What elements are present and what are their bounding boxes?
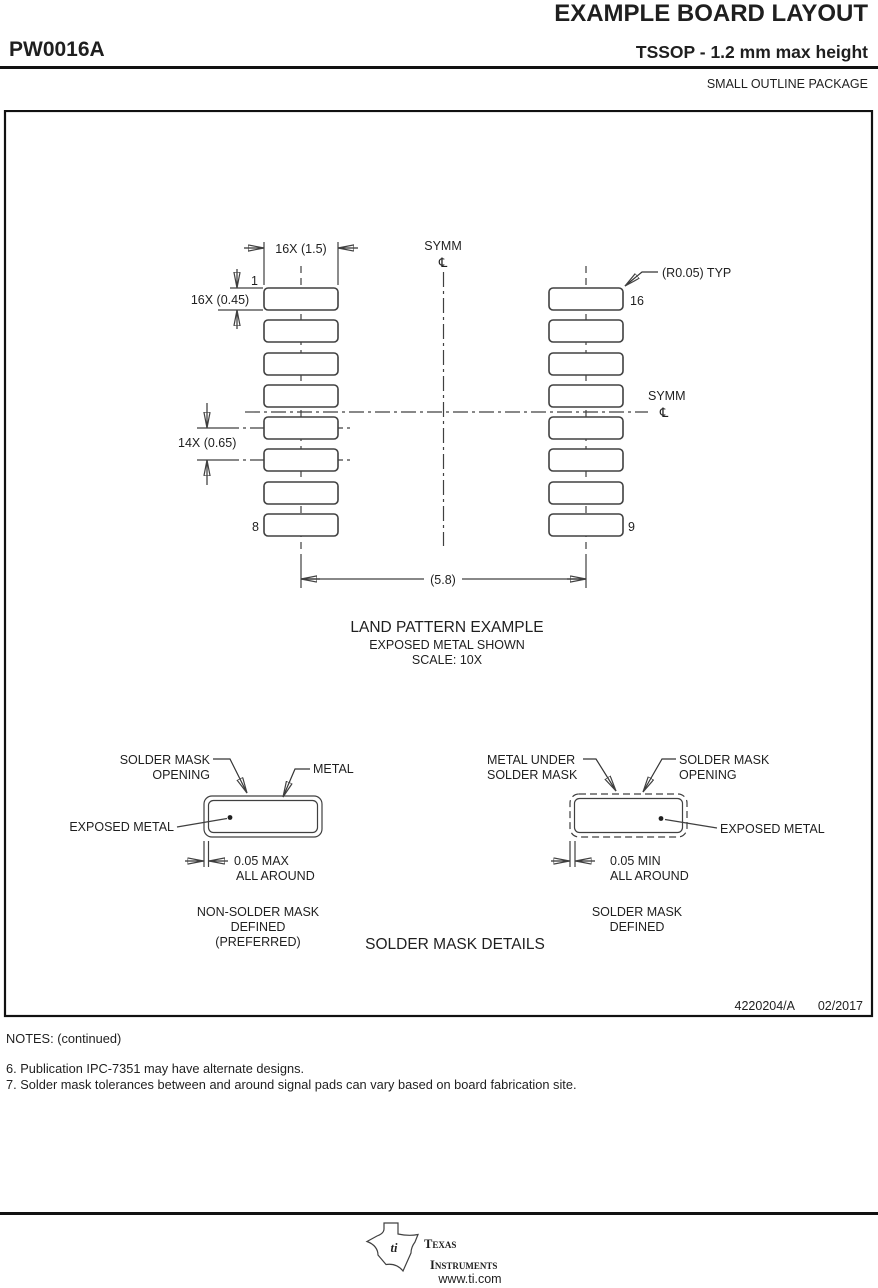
span-dimension — [301, 554, 586, 588]
exposed-metal-label: EXPOSED METAL — [69, 820, 174, 834]
package-family: SMALL OUTLINE PACKAGE — [706, 77, 868, 91]
note-item: 6. Publication IPC-7351 may have alternate designs. — [6, 1061, 305, 1076]
metal-under-mask-outline — [570, 794, 687, 837]
header-rule — [0, 66, 878, 69]
clearance-scope: ALL AROUND — [236, 869, 315, 883]
clearance-value: 0.05 MIN — [610, 854, 661, 868]
ti-website-link[interactable]: www.ti.com — [438, 1272, 502, 1286]
mask-opening-label: OPENING — [679, 768, 737, 782]
notes-section — [6, 1031, 577, 1093]
centerline-symbol: ℄ — [659, 406, 669, 421]
page-title: EXAMPLE BOARD LAYOUT — [554, 0, 868, 27]
ti-logo — [358, 1222, 598, 1274]
pad — [264, 320, 338, 342]
exposed-metal-label: EXPOSED METAL — [720, 822, 825, 836]
solder-mask-opening-outline — [204, 796, 322, 837]
mask-opening-outline — [575, 799, 683, 833]
nsmd-caption: NON-SOLDER MASK — [196, 905, 320, 919]
solder-mask-details-title: SOLDER MASK DETAILS — [365, 936, 545, 953]
pad — [264, 449, 338, 471]
pin-1-label: 1 — [251, 274, 258, 288]
exposed-metal-marker — [659, 816, 664, 821]
drawing-number: 4220204/A — [734, 999, 795, 1013]
exposed-metal-marker — [228, 815, 233, 820]
pad — [264, 353, 338, 375]
mask-opening-label: OPENING — [152, 768, 210, 782]
pad — [549, 417, 623, 439]
corner-radius-label: (R0.05) TYP — [662, 266, 732, 280]
pad — [264, 482, 338, 504]
pad — [264, 514, 338, 536]
pad — [264, 385, 338, 407]
ti-letters: ti — [390, 1241, 398, 1255]
land-pattern-view — [178, 239, 731, 667]
metal-under-mask-label: SOLDER MASK — [487, 768, 578, 782]
footer-rule — [0, 1212, 878, 1215]
mask-opening-label: SOLDER MASK — [119, 753, 210, 767]
symm-right-label: SYMM — [648, 389, 686, 403]
pad — [549, 385, 623, 407]
pad — [549, 353, 623, 375]
nsmd-clearance-dimension — [185, 841, 315, 883]
drawing-date: 02/2017 — [817, 999, 863, 1013]
package-description: TSSOP - 1.2 mm max height — [635, 42, 868, 62]
pad — [549, 320, 623, 342]
land-pattern-title: LAND PATTERN EXAMPLE — [350, 619, 544, 636]
pad — [549, 449, 623, 471]
nsmd-caption: DEFINED — [230, 920, 286, 934]
note-item: 7. Solder mask tolerances between and around signal pads can vary based on board fabrication site. — [6, 1077, 577, 1092]
package-code: PW0016A — [9, 38, 105, 61]
notes-heading: NOTES: (continued) — [6, 1031, 122, 1046]
pitch-dimension — [178, 403, 236, 485]
corner-radius-callout — [625, 266, 731, 286]
pin-16-label: 16 — [630, 294, 644, 308]
smd-caption: SOLDER MASK — [591, 905, 683, 919]
board-layout-drawing — [0, 110, 878, 1020]
metal-under-mask-label: METAL UNDER — [487, 753, 576, 767]
brand-instruments: Instruments — [430, 1258, 498, 1272]
pin-9-label: 9 — [628, 520, 635, 534]
pad — [549, 514, 623, 536]
mask-opening-label: SOLDER MASK — [679, 753, 770, 767]
pitch-label: 14X (0.65) — [178, 436, 237, 450]
pin-8-label: 8 — [252, 520, 259, 534]
texas-map-icon — [367, 1223, 418, 1271]
metal-label: METAL — [313, 762, 354, 776]
span-label: (5.8) — [430, 573, 456, 587]
clearance-value: 0.05 MAX — [234, 854, 289, 868]
nsmd-detail-view — [69, 753, 353, 949]
pad — [549, 482, 623, 504]
pad-width-label: 16X (1.5) — [275, 242, 327, 256]
smd-detail-view — [487, 753, 825, 934]
centerline-symbol: ℄ — [438, 256, 448, 271]
land-pattern-subtitle: EXPOSED METAL SHOWN — [369, 638, 525, 652]
smd-caption: DEFINED — [609, 920, 665, 934]
symm-top-label: SYMM — [424, 239, 462, 253]
land-pattern-scale: SCALE: 10X — [411, 653, 483, 667]
pad-height-label: 16X (0.45) — [190, 293, 250, 307]
metal-pad-outline — [209, 801, 318, 833]
brand-texas: Texas — [424, 1237, 457, 1251]
pad — [549, 288, 623, 310]
pad — [264, 288, 338, 310]
clearance-scope: ALL AROUND — [610, 869, 689, 883]
pad — [264, 417, 338, 439]
nsmd-caption: (PREFERRED) — [215, 935, 301, 949]
smd-clearance-dimension — [551, 841, 689, 883]
